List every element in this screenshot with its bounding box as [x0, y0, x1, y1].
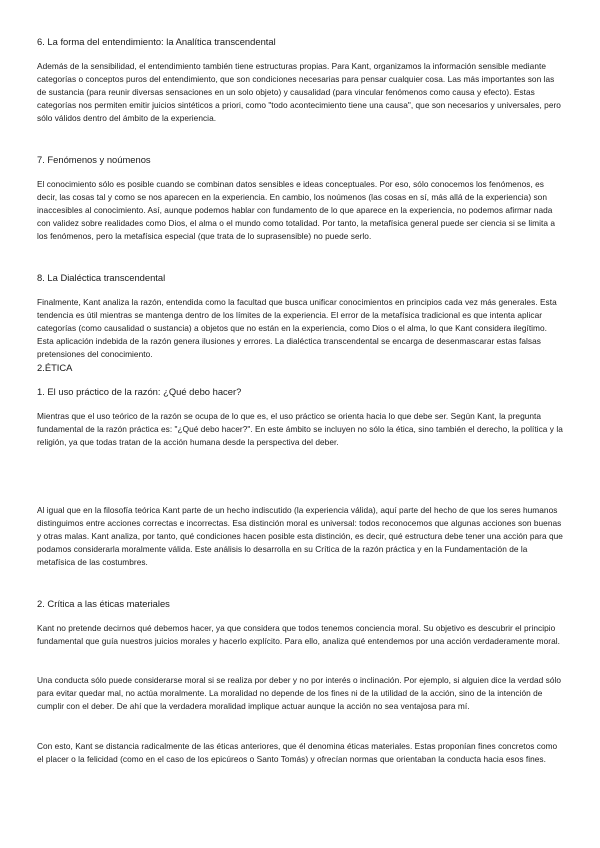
subsection-2-paragraph-2: Una conducta sólo puede considerarse moral si se realiza por deber y no por interés o inclinación. Por ejemplo, si alguien dice la verdad sólo para evitar quedar mal, no actúa moralmente. La moralidad no depende de los fines ni de la utilidad de la acción, sino de la intención de cumplir con el deber. De ahí que la verdadera moralidad implique actuar aunque la acción no sea ventajosa para mí.	[37, 675, 562, 711]
section-8-heading: 8. La Dialéctica transcendental	[37, 272, 166, 283]
section-8-paragraph: Finalmente, Kant analiza la razón, entendida como la facultad que busca unificar conocimientos en principios cada vez más generales. Esta tendencia es útil mientras se mantenga dentro de los límites de la experiencia. El error de la metafísica tradicional es que intenta aplicar categorías (como causalidad o sustancia) a objetos que no están en la experiencia, como Dios o el alma, lo que Kant considera ilegítimo. Esta aplicación indebida de la razón genera ilusiones y errores. La dialéctica transcendental se encarga de desenmascarar estas falsas pretensiones del conocimiento.	[37, 297, 557, 359]
section-7-heading: 7. Fenómenos y noúmenos	[37, 154, 151, 165]
section-6-heading: 6. La forma del entendimiento: la Analítica transcendental	[37, 36, 276, 47]
section-7-paragraph: El conocimiento sólo es posible cuando se combinan datos sensibles e ideas conceptuales. Por eso, sólo conocemos los fenómenos, es decir, las cosas tal y como se nos aparecen en la experiencia. En cambio, los noúmenos (las cosas en sí, más allá de la experiencia) son inaccesibles al conocimiento. Así, aunque podemos hablar con fundamento de lo que aparece en la experiencia, no podemos afirmar nada con validez sobre realidades como Dios, el alma o el mundo como totalidad. Por tanto, la metafísica general puede ser ciencia si se limita a los fenómenos, pero la metafísica especial (que trata de lo suprasensible) no puede serlo.	[37, 179, 555, 241]
part-2-heading: 2.ÉTICA	[37, 362, 73, 373]
subsection-1-heading: 1. El uso práctico de la razón: ¿Qué debo hacer?	[37, 386, 242, 397]
subsection-1-paragraph-2: Al igual que en la filosofía teórica Kant parte de un hecho indiscutido (la experiencia válida), aquí parte del hecho de que los seres humanos distinguimos entre acciones correctas e incorrectas. Esa distinción moral es universal: todos reconocemos que algunas acciones son buenas y otras malas. Kant analiza, por tanto, qué condiciones hacen posible esta distinción, es decir, qué estructura debe tener una acción para que podamos considerarla moralmente válida. Este análisis lo desarrolla en su Crítica de la razón práctica y en la Fundamentación de la metafísica de las costumbres.	[37, 505, 563, 567]
subsection-2-paragraph-3: Con esto, Kant se distancia radicalmente de las éticas anteriores, que él denomina éticas materiales. Estas proponían fines concretos como el placer o la felicidad (como en el caso de los epicúreos o Santo Tomás) y ofrecían normas que orientaban la conducta hacia esos fines.	[37, 741, 558, 764]
subsection-1-paragraph-1: Mientras que el uso teórico de la razón se ocupa de lo que es, el uso práctico se orienta hacia lo que debe ser. Según Kant, la pregunta fundamental de la razón práctica es: "¿Qué debo hacer?". En este ámbito se incluyen no sólo la ética, sino también el derecho, la política y la religión, ya que todas tratan de la acción humana desde la perspectiva del deber.	[37, 411, 563, 447]
subsection-2-paragraph-1: Kant no pretende decirnos qué debemos hacer, ya que considera que todos tenemos conciencia moral. Su objetivo es descubrir el principio fundamental que guía nuestros juicios morales y hacerlo explícito. Para ello, analiza qué entendemos por una acción verdaderamente moral.	[37, 623, 560, 646]
subsection-2-heading: 2. Crítica a las éticas materiales	[37, 598, 170, 609]
section-6-paragraph: Además de la sensibilidad, el entendimiento también tiene estructuras propias. Para Kant, organizamos la información sensible mediante categorías o conceptos puros del entendimiento, que son condiciones necesarias para pensar cualquier cosa. Las más importantes son las de sustancia (para reunir diversas sensaciones en un solo objeto) y causalidad (para vincular fenómenos como causa y efecto). Estas categorías nos permiten emitir juicios sintéticos a priori, como "todo acontecimiento tiene una causa", que son necesarios y universales, pero sólo válidos dentro del ámbito de la experiencia.	[37, 61, 561, 123]
